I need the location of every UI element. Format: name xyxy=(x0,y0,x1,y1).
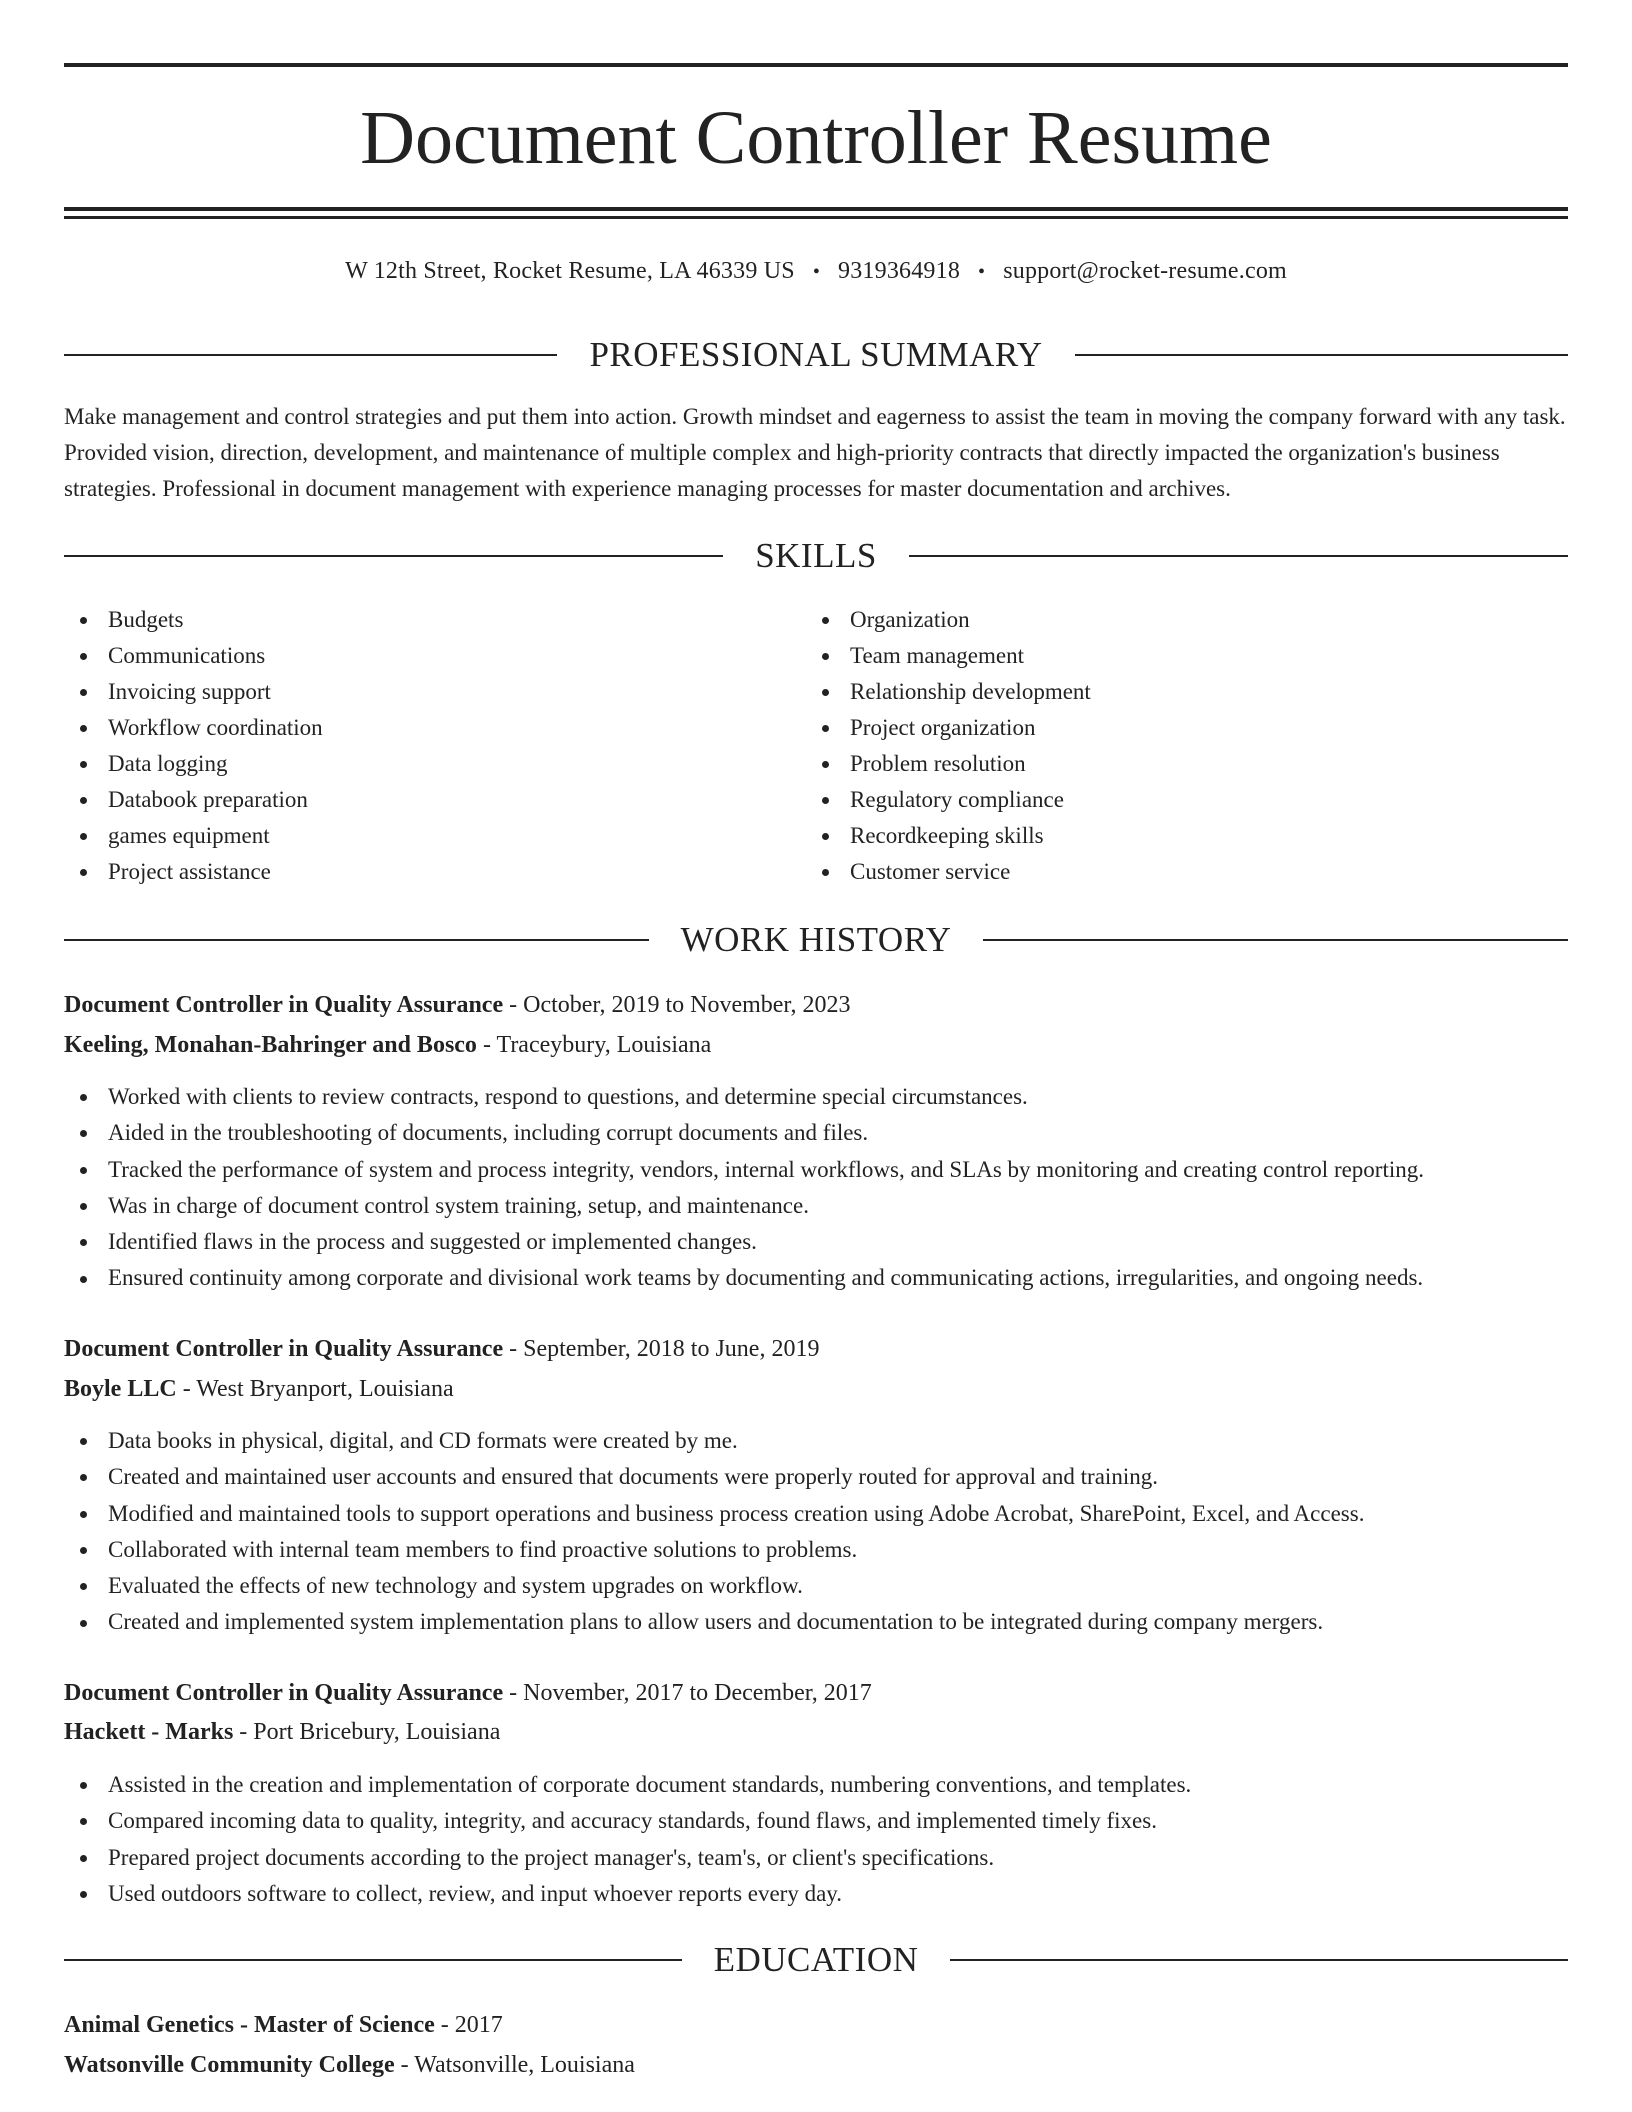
section-header-work xyxy=(64,920,1568,960)
skills-list-right xyxy=(806,602,1506,890)
skill-item: Organization xyxy=(806,602,1506,638)
job-bullet: Aided in the troubleshooting of documents, including corrupt documents and files. xyxy=(64,1115,1568,1151)
job-company: Keeling, Monahan-Bahringer and Bosco xyxy=(64,1032,477,1058)
skill-item: Relationship development xyxy=(806,674,1506,710)
contact-line xyxy=(64,254,1568,289)
section-header-skills xyxy=(64,536,1568,576)
title-rule-lower xyxy=(64,216,1568,219)
skill-item: Problem resolution xyxy=(806,746,1506,782)
job-bullet: Was in charge of document control system training, setup, and maintenance. xyxy=(64,1188,1568,1224)
section-title: SKILLS xyxy=(755,536,877,575)
education-school-line xyxy=(64,2047,1568,2083)
education-year: - 2017 xyxy=(434,2012,503,2038)
header-rule xyxy=(64,939,649,941)
skill-item: Budgets xyxy=(64,602,764,638)
top-rule xyxy=(64,63,1568,67)
header-rule xyxy=(64,1959,682,1961)
job-company-line xyxy=(64,1714,1568,1750)
job-bullet: Tracked the performance of system and process integrity, vendors, internal workflows, and SLAs by monitoring and creating control reporting. xyxy=(64,1152,1568,1188)
skill-item: Databook preparation xyxy=(64,782,764,818)
job-title-line xyxy=(64,987,1568,1023)
contact-phone: 9319364918 xyxy=(838,258,961,284)
header-rule xyxy=(1075,354,1568,356)
job-bullets xyxy=(64,1423,1568,1641)
job-bullet: Assisted in the creation and implementation of corporate document standards, numbering conventions, and templates. xyxy=(64,1767,1568,1803)
skills-list-left xyxy=(64,602,764,890)
job-bullet: Worked with clients to review contracts, respond to questions, and determine special circumstances. xyxy=(64,1079,1568,1115)
contact-separator: • xyxy=(978,261,986,283)
header-rule xyxy=(950,1959,1568,1961)
job-company-line xyxy=(64,1371,1568,1407)
job-location: - Port Bricebury, Louisiana xyxy=(233,1719,501,1745)
section-title: PROFESSIONAL SUMMARY xyxy=(589,335,1043,374)
education-location: - Watsonville, Louisiana xyxy=(394,2052,635,2078)
resume-title: Document Controller Resume xyxy=(360,96,1272,180)
job-dates: - November, 2017 to December, 2017 xyxy=(503,1680,872,1706)
contact-address: W 12th Street, Rocket Resume, LA 46339 US xyxy=(345,258,795,284)
job-company-line xyxy=(64,1027,1568,1063)
skill-item: Invoicing support xyxy=(64,674,764,710)
job-location: - West Bryanport, Louisiana xyxy=(176,1376,454,1402)
education-degree-line xyxy=(64,2007,1568,2043)
job-dates: - September, 2018 to June, 2019 xyxy=(503,1336,820,1362)
job-title: Document Controller in Quality Assurance xyxy=(64,1680,504,1706)
header-rule xyxy=(64,555,723,557)
skill-item: Recordkeeping skills xyxy=(806,818,1506,854)
contact-separator: • xyxy=(812,261,821,283)
header-rule xyxy=(983,939,1568,941)
job-bullet: Identified flaws in the process and suggested or implemented changes. xyxy=(64,1224,1568,1260)
section-title: WORK HISTORY xyxy=(680,920,952,959)
job-bullet: Prepared project documents according to the project manager's, team's, or client's specifications. xyxy=(64,1840,1568,1876)
skill-item: games equipment xyxy=(64,818,764,854)
title-rule-upper xyxy=(64,207,1568,211)
skill-item: Regulatory compliance xyxy=(806,782,1506,818)
summary-text: Make management and control strategies and put them into action. Growth mindset and eagerness to assist the team in moving the company forward with any task. Provided vision, direction, development, and maintenance of multiple complex and high-priority contracts that directly impacted the organization's business strategies. Professional in document management with experience managing processes for master documentation and archives. xyxy=(64,404,1566,501)
job-bullet: Ensured continuity among corporate and divisional work teams by documenting and communicating actions, irregularities, and ongoing needs. xyxy=(64,1260,1568,1296)
skill-item: Project organization xyxy=(806,710,1506,746)
job-bullet: Evaluated the effects of new technology and system upgrades on workflow. xyxy=(64,1568,1568,1604)
skill-item: Customer service xyxy=(806,854,1506,890)
job-bullet: Created and maintained user accounts and ensured that documents were properly routed for approval and training. xyxy=(64,1459,1568,1495)
skill-item: Project assistance xyxy=(64,854,764,890)
job-bullet: Used outdoors software to collect, review, and input whoever reports every day. xyxy=(64,1876,1568,1912)
job-bullet: Modified and maintained tools to support operations and business process creation using Adobe Acrobat, SharePoint, Excel, and Access. xyxy=(64,1496,1568,1532)
job-bullet: Compared incoming data to quality, integrity, and accuracy standards, found flaws, and implemented timely fixes. xyxy=(64,1803,1568,1839)
job-bullet: Data books in physical, digital, and CD formats were created by me. xyxy=(64,1423,1568,1459)
job-title: Document Controller in Quality Assurance xyxy=(64,1336,504,1362)
job-location: - Traceybury, Louisiana xyxy=(476,1032,712,1058)
education-degree: Animal Genetics - Master of Science xyxy=(64,2012,435,2038)
job-bullets xyxy=(64,1767,1568,1912)
job-company: Hackett - Marks xyxy=(64,1719,234,1745)
job-bullet: Collaborated with internal team members to find proactive solutions to problems. xyxy=(64,1532,1568,1568)
skill-item: Team management xyxy=(806,638,1506,674)
header-rule xyxy=(909,555,1568,557)
job-bullets xyxy=(64,1079,1568,1297)
skill-item: Communications xyxy=(64,638,764,674)
contact-email: support@rocket-resume.com xyxy=(1003,258,1287,284)
section-header-summary xyxy=(64,335,1568,375)
job-title: Document Controller in Quality Assurance xyxy=(64,992,504,1018)
skill-item: Workflow coordination xyxy=(64,710,764,746)
section-title: EDUCATION xyxy=(713,1940,919,1979)
education-school: Watsonville Community College xyxy=(64,2052,395,2078)
job-company: Boyle LLC xyxy=(64,1376,177,1402)
skill-item: Data logging xyxy=(64,746,764,782)
section-header-education xyxy=(64,1940,1568,1980)
job-bullet: Created and implemented system implementation plans to allow users and documentation to be integrated during company mergers. xyxy=(64,1604,1568,1640)
job-title-line xyxy=(64,1331,1568,1367)
job-dates: - October, 2019 to November, 2023 xyxy=(503,992,851,1018)
header-rule xyxy=(64,354,557,356)
job-title-line xyxy=(64,1675,1568,1711)
